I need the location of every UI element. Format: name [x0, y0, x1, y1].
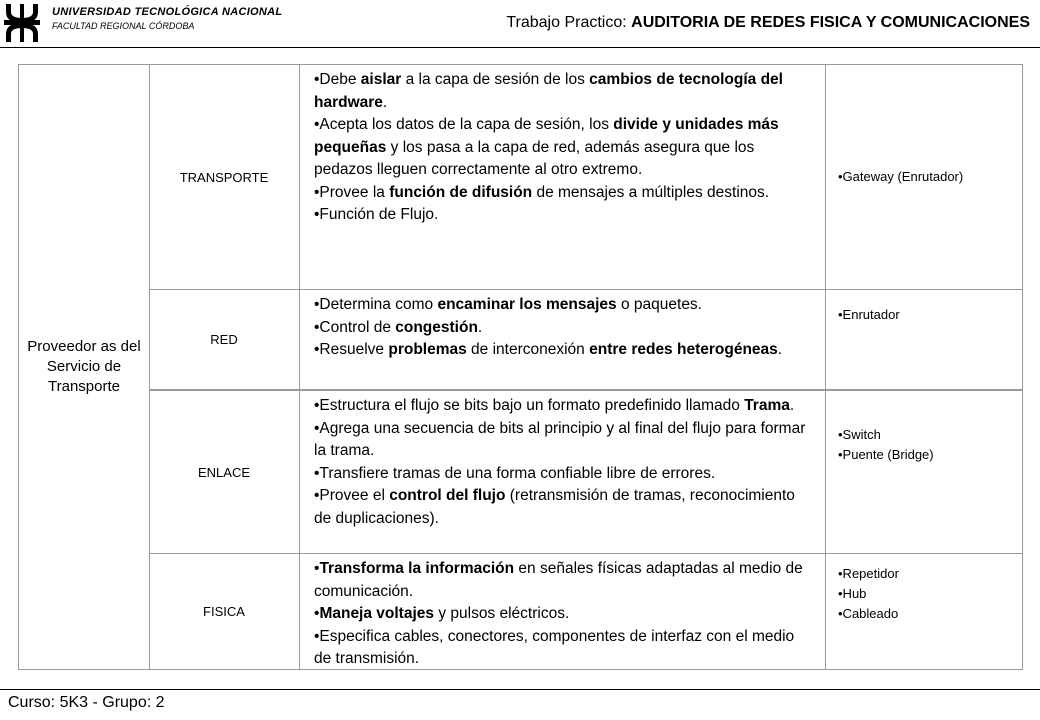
- layer-description-fisica: [300, 554, 825, 669]
- layer-devices-fisica: [826, 554, 1022, 634]
- description-item: •Control de congestión.: [314, 318, 483, 336]
- layer-name-fisica: FISICA: [203, 604, 245, 619]
- layer-devices-enlace: [826, 391, 1022, 499]
- device-item: •Puente (Bridge): [838, 447, 934, 462]
- document-title-prefix: Trabajo Practico:: [506, 14, 632, 31]
- provider-label: Proveedor as del Servicio de Transporte: [27, 338, 141, 395]
- layer-description-red: [300, 290, 825, 389]
- device-item: •Hub: [838, 586, 867, 601]
- layer-description-transporte: [300, 65, 825, 289]
- description-item: •Transfiere tramas de una forma confiable libre de errores.: [314, 464, 716, 482]
- faculty-name: FACULTAD REGIONAL CÓRDOBA: [52, 21, 195, 31]
- description-item: •Maneja voltajes y pulsos eléctricos.: [314, 605, 570, 622]
- layer-name-red: RED: [210, 332, 238, 347]
- utn-logo-icon: [4, 4, 40, 42]
- description-item: •Resuelve problemas de interconexión entre redes heterogéneas.: [314, 341, 783, 358]
- layer-name-transporte: TRANSPORTE: [179, 169, 269, 185]
- document-title: [506, 14, 1030, 32]
- device-item: •Repetidor: [838, 566, 899, 581]
- device-item: •Switch: [838, 427, 881, 442]
- layer-name-enlace: ENLACE: [197, 464, 251, 480]
- footer-divider: [0, 689, 1040, 690]
- description-item: •Provee la función de difusión de mensajes a múltiples destinos.: [314, 183, 770, 201]
- description-item: •Debe aislar a la capa de sesión de los cambios de tecnología del hardware.: [314, 71, 783, 111]
- description-item: •Estructura el flujo se bits bajo un formato predefinido llamado Trama.: [314, 397, 795, 414]
- description-item: •Agrega una secuencia de bits al principio y al final del flujo para formar la trama.: [314, 419, 806, 459]
- course-group-label: Curso: 5K3 - Grupo: 2: [8, 694, 165, 711]
- device-item: •Cableado: [838, 606, 899, 621]
- description-item: •Transforma la información en señales físicas adaptadas al medio de comunicación.: [314, 560, 803, 600]
- device-item: •Gateway (Enrutador): [838, 169, 964, 184]
- header-divider: [0, 47, 1040, 48]
- description-item: •Acepta los datos de la capa de sesión, los divide y unidades más pequeñas y los pasa a la capa de red, además asegura que los pedazos lleguen correctamente al otro extremo.: [314, 116, 779, 178]
- layer-devices-transporte: [826, 65, 1022, 289]
- osi-layers-table: [18, 64, 1023, 670]
- layer-devices-red: [826, 290, 1022, 340]
- page-header: [0, 0, 1040, 48]
- description-item: •Determina como encaminar los mensajes o paquetes.: [314, 296, 702, 313]
- layer-description-enlace: [300, 391, 825, 553]
- university-name: UNIVERSIDAD TECNOLÓGICA NACIONAL: [52, 6, 283, 18]
- description-item: •Provee el control del flujo (retransmisión de tramas, reconocimiento de duplicaciones).: [314, 487, 795, 527]
- description-item: •Especifica cables, conectores, componentes de interfaz con el medio de transmisión.: [314, 627, 795, 667]
- document-title-main: AUDITORIA DE REDES FISICA Y COMUNICACIONES: [631, 14, 1030, 31]
- description-item: •Función de Flujo.: [314, 206, 439, 223]
- device-item: •Enrutador: [838, 307, 900, 322]
